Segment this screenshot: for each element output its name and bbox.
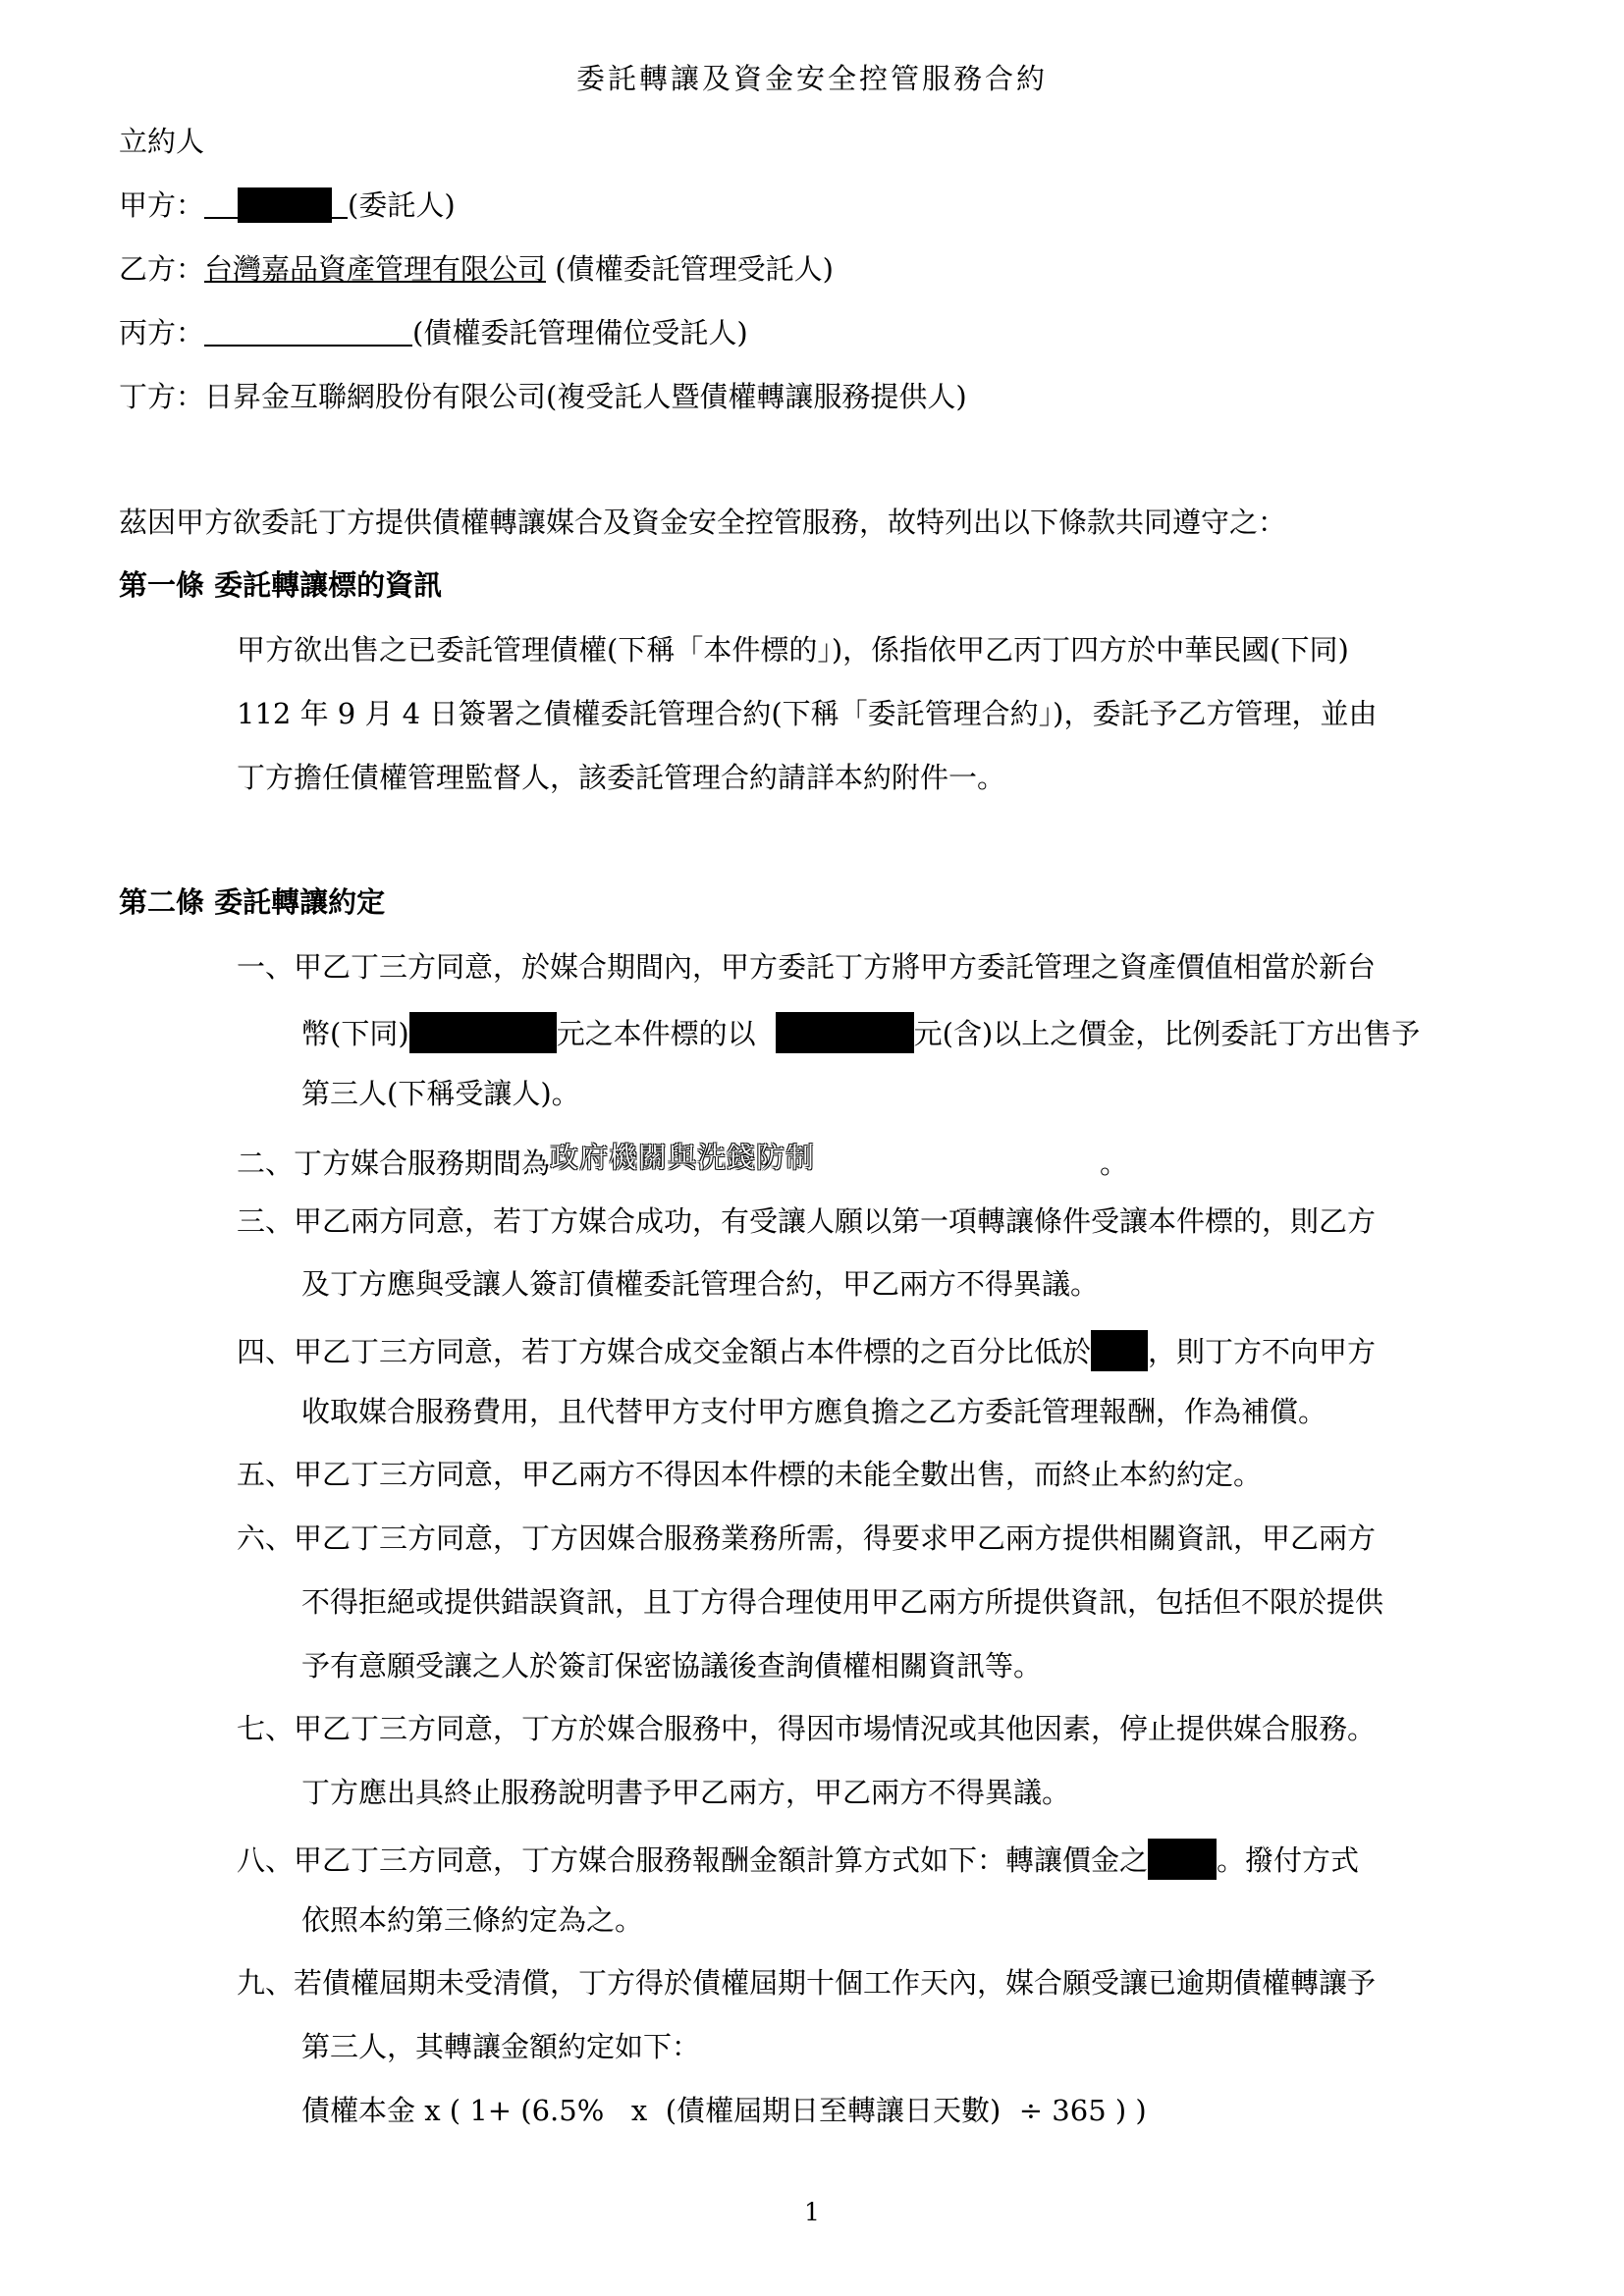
clause-7-line1: 七、甲乙丁三方同意，丁方於媒合服務中，得因市場情況或其他因素，停止提供媒合服務。 [237,1712,1377,1745]
clause-9-line2: 第三人，其轉讓金額約定如下： [301,2030,701,2063]
clause-7-line2: 丁方應出具終止服務說明書予甲乙兩方，甲乙兩方不得異議。 [301,1776,1071,1809]
clause-6-line1: 六、甲乙丁三方同意，丁方因媒合服務業務所需，得要求甲乙兩方提供相關資訊，甲乙兩方 [237,1522,1377,1555]
parties-heading: 立約人 [119,125,205,158]
party-b-label: 乙方： [119,252,205,286]
clause-6-line2: 不得拒絕或提供錯誤資訊，且丁方得合理使用甲乙兩方所提供資訊，包括但不限於提供 [301,1585,1384,1619]
party-a-redaction [238,187,332,223]
clause-4-text: 四、甲乙丁三方同意，若丁方媒合成交金額占本件標的之百分比低於 [237,1335,1092,1368]
party-d-label: 丁方： [119,380,205,413]
clause-2-text: 二、丁方媒合服務期間為 [237,1147,551,1180]
clause-4-percent-redaction [1091,1330,1148,1371]
party-c-suffix: (債權委託管理備位受託人) [412,316,748,349]
clause-8-line1 [237,1839,1359,1880]
clause-1-amount-redaction [409,1012,557,1053]
clause-1-text: 幣(下同) [301,1017,409,1050]
article1-line: 丁方擔任債權管理監督人，該委託管理合約請詳本約附件一。 [237,761,1006,794]
party-b-suffix: (債權委託管理受託人) [546,252,834,286]
clause-1-line3: 第三人(下稱受讓人)。 [301,1077,580,1110]
article1-line: 甲方欲出售之已委託管理債權(下稱「本件標的」)，係指依甲乙丙丁四方於中華民國(下同) [237,633,1349,667]
party-a-suffix: (委託人) [348,188,456,222]
article2-heading: 第二條 委託轉讓約定 [119,885,386,919]
party-a-label: 甲方： [119,188,205,222]
page-number: 1 [804,2198,820,2226]
article1-line: 112 年 9 月 4 日簽署之債權委託管理合約(下稱「委託管理合約」)，委託予乙方管理，並由 [237,697,1378,730]
clause-4-line1 [237,1330,1376,1371]
clause-3-line2: 及丁方應與受讓人簽訂債權委託管理合約，甲乙兩方不得異議。 [301,1267,1100,1301]
clause-5-line: 五、甲乙丁三方同意，甲乙兩方不得因本件標的未能全數出售，而終止本約約定。 [237,1458,1263,1491]
clause-4-text: ，則丁方不向甲方 [1148,1335,1377,1368]
party-c-label: 丙方： [119,316,205,349]
clause-8-text: 八、甲乙丁三方同意，丁方媒合服務報酬金額計算方式如下：轉讓價金之 [237,1843,1149,1877]
party-c-blank [204,317,412,347]
party-c-line [119,315,748,350]
document-title: 委託轉讓及資金安全控管服務合約 [575,62,1048,95]
party-b-line [119,251,834,287]
clause-1-text: 元之本件標的以 [556,1017,756,1050]
clause-3-line1: 三、甲乙兩方同意，若丁方媒合成功，有受讓人願以第一項轉讓條件受讓本件標的，則乙方 [237,1204,1377,1238]
clause-1-text: 元(含)以上之價金，比例委託丁方出售予 [913,1017,1421,1050]
clause-1-line1: 一、甲乙丁三方同意，於媒合期間內，甲方委託丁方將甲方委託管理之資產價值相當於新台 [237,950,1377,984]
article1-heading: 第一條 委託轉讓標的資訊 [119,568,443,602]
clause-6-line3: 予有意願受讓之人於簽訂保密協議後查詢債權相關資訊等。 [301,1649,1043,1682]
clause-8-text: 。撥付方式 [1217,1843,1360,1877]
clause-9-formula: 債權本金 x ( 1+ (6.5% x (債權屆期日至轉讓日天數) ÷ 365 ) ) [301,2094,1147,2127]
clause-2-end: 。 [1100,1147,1129,1180]
clause-1-price-redaction [776,1012,914,1053]
party-a-blank [204,189,238,219]
party-d-text: 日昇金互聯網股份有限公司(複受託人暨債權轉讓服務提供人) [204,380,967,413]
clause-8-rate-redaction [1148,1839,1217,1880]
party-a-blank-end [332,189,348,219]
clause-2-overlay-text: 政府機關與洗錢防制 [550,1141,816,1174]
clause-2-line [237,1140,1128,1181]
clause-8-line2: 依照本約第三條約定為之。 [301,1903,644,1937]
party-b-name: 台灣嘉品資產管理有限公司 [204,252,547,286]
party-a-line [119,187,456,223]
party-d-line [119,379,967,414]
clause-9-line1: 九、若債權屆期未受清償，丁方得於債權屆期十個工作天內，媒合願受讓已逾期債權轉讓予 [237,1966,1377,2000]
intro-paragraph: 茲因甲方欲委託丁方提供債權轉讓媒合及資金安全控管服務，故特列出以下條款共同遵守之： [119,506,1287,539]
clause-4-line2: 收取媒合服務費用，且代替甲方支付甲方應負擔之乙方委託管理報酬，作為補償。 [301,1395,1327,1428]
clause-1-line2 [301,1012,1420,1053]
